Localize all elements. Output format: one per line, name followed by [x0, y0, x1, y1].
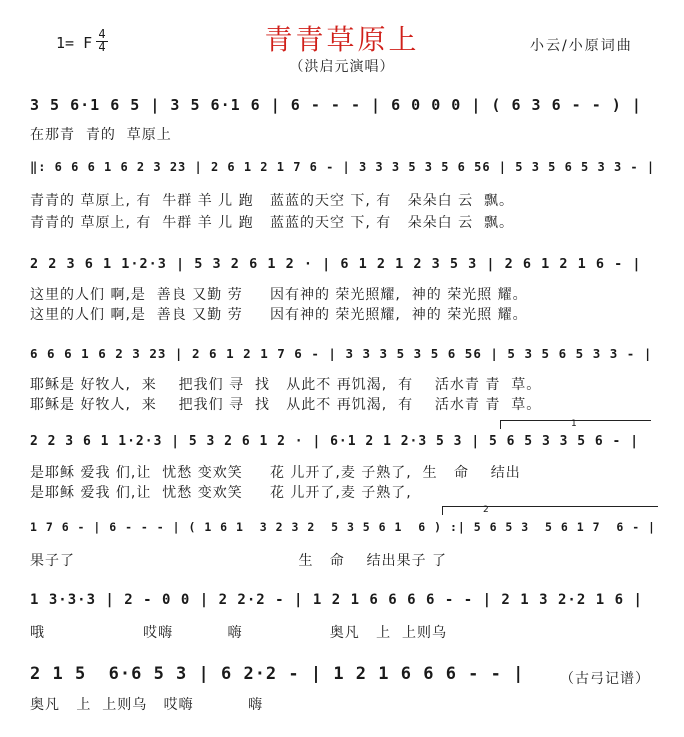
notation-line: 6 6 6 1 6 2 3 23 | 2 6 1 2 1 7 6 - | 3 3 3 5 3 5 6 56 | 5 3 5 6 5 3 3 - | [30, 346, 653, 361]
notation-line: 2 2 3 6 1 1·2·3 | 5 3 2 6 1 2 · | 6 1 2 1 2 3 5 3 | 2 6 1 2 1 6 - | [30, 256, 642, 272]
lyric-line-verse-1: 耶稣是 好牧人, 来 把我们 寻 找 从此不 再饥渴, 有 活水青 青 草。 [30, 377, 542, 393]
notation-line: 1 3·3·3 | 2 - 0 0 | 2 2·2 - | 1 2 1 6 6 6 6 - - | 2 1 3 2·2 1 6 | [30, 592, 643, 608]
lyric-line-verse-1: 这里的人们 啊,是 善良 又勤 劳 因有神的 荣光照耀, 神的 荣光照 耀。 [30, 287, 528, 303]
lyric-line: 果子了 生 命 结出果子 了 [30, 553, 448, 569]
notation-line: 2 1 5 6·6 5 3 | 6 2·2 - | 1 2 1 6 6 6 - - | [30, 664, 525, 684]
lyric-line: 奥凡 上 上则乌 哎嗨 嗨 [30, 697, 264, 713]
lyricist-composer: 小云/小原词曲 [530, 38, 633, 54]
lyric-line-verse-1: 是耶稣 爱我 们,让 忧愁 变欢笑 花 儿开了,麦 子熟了, 生 命 结出 [30, 465, 521, 481]
lyric-line-verse-2: 青青的 草原上, 有 牛群 羊 儿 跑 蓝蓝的天空 下, 有 朵朵白 云 飘。 [30, 215, 515, 231]
song-title: 青青草原上 [264, 23, 420, 56]
lyric-line: 哦 哎嗨 嗨 奥凡 上 上则乌 [30, 625, 448, 641]
lyric-line: 在那青 青的 草原上 [30, 127, 172, 143]
notation-line: 3 5 6·1 6 5 | 3 5 6·1 6 | 6 - - - | 6 0 0 0 | ( 6 3 6 - - ) | [30, 96, 642, 114]
ending-number: 2 [483, 505, 489, 515]
notation-line: ‖: 6 6 6 1 6 2 3 23 | 2 6 1 2 1 7 6 - | 3 3 3 5 3 5 6 56 | 5 3 5 6 5 3 3 - | [30, 160, 656, 174]
first-ending-bracket [500, 420, 651, 429]
performer-subtitle: （洪启元演唱） [289, 59, 395, 75]
notation-line: 2 2 3 6 1 1·2·3 | 5 3 2 6 1 2 · | 6·1 2 1 2·3 5 3 | 5 6 5 3 3 5 6 - | [30, 434, 640, 449]
time-signature-top: 4 [98, 27, 106, 41]
key-signature: 1= F [56, 34, 93, 52]
transcriber-credit: （古弓记谱） [560, 671, 650, 687]
ending-number: 1 [571, 419, 577, 429]
second-ending-bracket [442, 506, 658, 515]
notation-line: 1 7 6 - | 6 - - - | ( 1 6 1 3 2 3 2 5 3 5 6 1 6 ) :| 5 6 5 3 5 6 1 7 6 - | [30, 520, 656, 534]
time-signature [96, 29, 108, 53]
time-signature-bottom: 4 [96, 41, 108, 53]
lyric-line-verse-2: 这里的人们 啊,是 善良 又勤 劳 因有神的 荣光照耀, 神的 荣光照 耀。 [30, 307, 528, 323]
lyric-line-verse-1: 青青的 草原上, 有 牛群 羊 儿 跑 蓝蓝的天空 下, 有 朵朵白 云 飘。 [30, 193, 515, 209]
lyric-line-verse-2: 耶稣是 好牧人, 来 把我们 寻 找 从此不 再饥渴, 有 活水青 青 草。 [30, 397, 542, 413]
lyric-line-verse-2: 是耶稣 爱我 们,让 忧愁 变欢笑 花 儿开了,麦 子熟了, [30, 485, 412, 501]
